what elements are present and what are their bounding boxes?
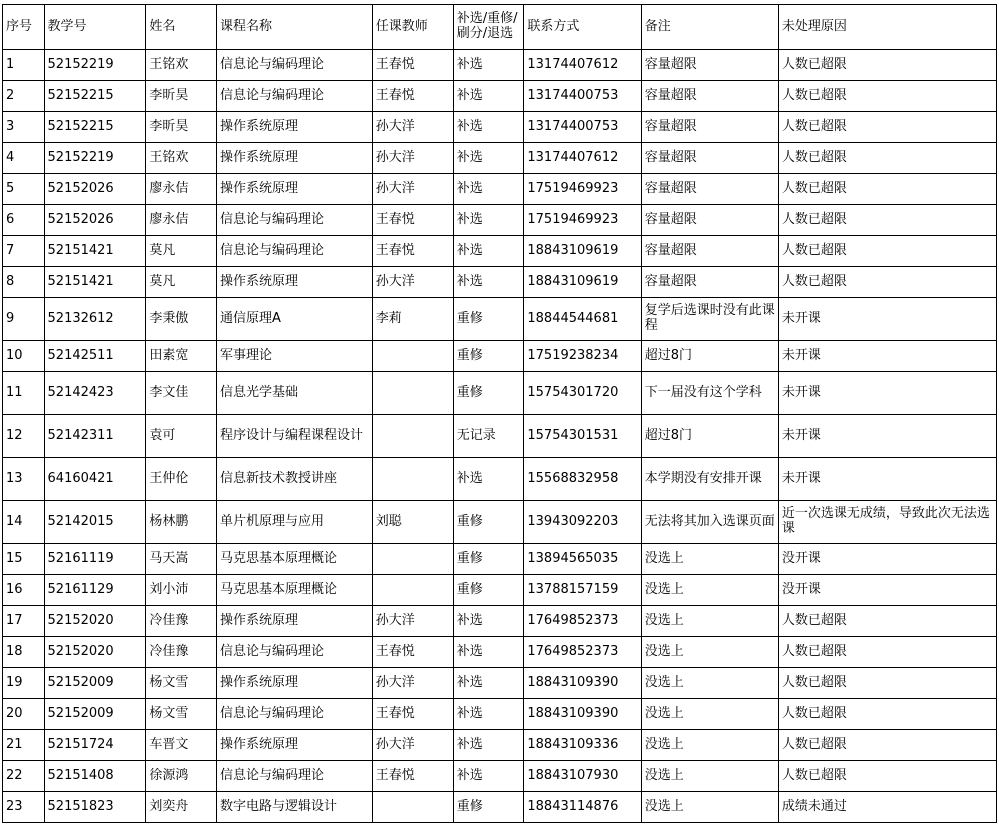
cell-course: 信息论与编码理论 xyxy=(216,699,372,730)
cell-contact: 17519238234 xyxy=(524,341,641,372)
cell-student-id: 52152009 xyxy=(44,699,146,730)
cell-name: 刘小沛 xyxy=(146,575,217,606)
cell-remark: 本学期没有安排开课 xyxy=(641,458,778,501)
cell-index: 3 xyxy=(3,112,45,143)
cell-student-id: 52152215 xyxy=(44,112,146,143)
column-header-type: 补选/重修/刷分/退选 xyxy=(453,5,524,50)
cell-student-id: 52151421 xyxy=(44,236,146,267)
cell-course: 信息论与编码理论 xyxy=(216,236,372,267)
cell-teacher: 孙大洋 xyxy=(372,143,453,174)
cell-type: 补选 xyxy=(453,174,524,205)
cell-student-id: 52152009 xyxy=(44,668,146,699)
cell-student-id: 52152026 xyxy=(44,205,146,236)
cell-index: 15 xyxy=(3,544,45,575)
table-row xyxy=(3,606,997,637)
cell-remark: 容量超限 xyxy=(641,174,778,205)
cell-index: 8 xyxy=(3,267,45,298)
column-header-teacher: 任课教师 xyxy=(372,5,453,50)
cell-index: 10 xyxy=(3,341,45,372)
cell-name: 刘奕舟 xyxy=(146,792,217,823)
cell-course: 信息论与编码理论 xyxy=(216,761,372,792)
cell-index: 22 xyxy=(3,761,45,792)
cell-teacher xyxy=(372,372,453,415)
cell-student-id: 52151408 xyxy=(44,761,146,792)
cell-type: 补选 xyxy=(453,81,524,112)
cell-name: 马天嵩 xyxy=(146,544,217,575)
cell-reason: 人数已超限 xyxy=(778,112,996,143)
cell-remark: 容量超限 xyxy=(641,81,778,112)
cell-index: 21 xyxy=(3,730,45,761)
cell-contact: 17649852373 xyxy=(524,606,641,637)
cell-teacher xyxy=(372,341,453,372)
cell-student-id: 52152020 xyxy=(44,637,146,668)
cell-course: 信息光学基础 xyxy=(216,372,372,415)
cell-teacher: 王春悦 xyxy=(372,236,453,267)
cell-student-id: 52142015 xyxy=(44,501,146,544)
table-body xyxy=(3,50,997,823)
cell-index: 9 xyxy=(3,298,45,341)
cell-name: 田素宽 xyxy=(146,341,217,372)
table-row xyxy=(3,174,997,205)
table-row xyxy=(3,267,997,298)
cell-teacher: 王春悦 xyxy=(372,761,453,792)
cell-course: 操作系统原理 xyxy=(216,668,372,699)
cell-course: 操作系统原理 xyxy=(216,267,372,298)
cell-reason: 人数已超限 xyxy=(778,50,996,81)
table-row xyxy=(3,112,997,143)
cell-remark: 超过8门 xyxy=(641,341,778,372)
cell-remark: 容量超限 xyxy=(641,143,778,174)
cell-teacher xyxy=(372,544,453,575)
table-row xyxy=(3,575,997,606)
cell-student-id: 52152219 xyxy=(44,50,146,81)
cell-index: 23 xyxy=(3,792,45,823)
cell-reason: 人数已超限 xyxy=(778,637,996,668)
cell-student-id: 52152219 xyxy=(44,143,146,174)
cell-name: 冷佳豫 xyxy=(146,606,217,637)
cell-type: 补选 xyxy=(453,761,524,792)
cell-contact: 13174407612 xyxy=(524,50,641,81)
cell-remark: 没选上 xyxy=(641,668,778,699)
cell-index: 20 xyxy=(3,699,45,730)
cell-name: 车晋文 xyxy=(146,730,217,761)
cell-student-id: 52152026 xyxy=(44,174,146,205)
cell-contact: 17519469923 xyxy=(524,174,641,205)
cell-contact: 13894565035 xyxy=(524,544,641,575)
cell-index: 2 xyxy=(3,81,45,112)
cell-contact: 18843109619 xyxy=(524,236,641,267)
cell-type: 重修 xyxy=(453,544,524,575)
column-header-name: 姓名 xyxy=(146,5,217,50)
cell-course: 操作系统原理 xyxy=(216,730,372,761)
cell-index: 13 xyxy=(3,458,45,501)
cell-name: 莫凡 xyxy=(146,236,217,267)
cell-name: 王仲伦 xyxy=(146,458,217,501)
cell-student-id: 52152020 xyxy=(44,606,146,637)
cell-remark: 没选上 xyxy=(641,761,778,792)
cell-remark: 容量超限 xyxy=(641,267,778,298)
cell-name: 冷佳豫 xyxy=(146,637,217,668)
cell-teacher xyxy=(372,575,453,606)
table-row xyxy=(3,761,997,792)
column-header-reason: 未处理原因 xyxy=(778,5,996,50)
cell-reason: 人数已超限 xyxy=(778,267,996,298)
cell-contact: 15754301720 xyxy=(524,372,641,415)
cell-type: 重修 xyxy=(453,575,524,606)
cell-teacher: 王春悦 xyxy=(372,637,453,668)
cell-course: 马克思基本原理概论 xyxy=(216,575,372,606)
cell-index: 12 xyxy=(3,415,45,458)
cell-reason: 未开课 xyxy=(778,298,996,341)
cell-teacher: 孙大洋 xyxy=(372,174,453,205)
table-row xyxy=(3,205,997,236)
unprocessed-course-requests-table xyxy=(2,4,997,823)
cell-type: 补选 xyxy=(453,637,524,668)
cell-contact: 18843109619 xyxy=(524,267,641,298)
cell-student-id: 52151724 xyxy=(44,730,146,761)
cell-reason: 未开课 xyxy=(778,415,996,458)
cell-type: 重修 xyxy=(453,792,524,823)
cell-name: 杨林鹏 xyxy=(146,501,217,544)
cell-remark: 没选上 xyxy=(641,575,778,606)
column-header-course: 课程名称 xyxy=(216,5,372,50)
cell-index: 1 xyxy=(3,50,45,81)
cell-remark: 容量超限 xyxy=(641,236,778,267)
cell-type: 重修 xyxy=(453,501,524,544)
cell-type: 补选 xyxy=(453,458,524,501)
cell-course: 数字电路与逻辑设计 xyxy=(216,792,372,823)
cell-contact: 13174400753 xyxy=(524,81,641,112)
table-row xyxy=(3,50,997,81)
cell-type: 重修 xyxy=(453,341,524,372)
cell-course: 信息论与编码理论 xyxy=(216,50,372,81)
table-header-row xyxy=(3,5,997,50)
table-row xyxy=(3,236,997,267)
cell-remark: 容量超限 xyxy=(641,50,778,81)
cell-name: 李昕昊 xyxy=(146,81,217,112)
cell-contact: 18844544681 xyxy=(524,298,641,341)
cell-contact: 13174400753 xyxy=(524,112,641,143)
cell-course: 操作系统原理 xyxy=(216,174,372,205)
cell-remark: 没选上 xyxy=(641,637,778,668)
cell-teacher: 王春悦 xyxy=(372,699,453,730)
cell-teacher xyxy=(372,792,453,823)
column-header-contact: 联系方式 xyxy=(524,5,641,50)
cell-teacher xyxy=(372,458,453,501)
cell-type: 补选 xyxy=(453,143,524,174)
cell-name: 廖永佶 xyxy=(146,174,217,205)
cell-contact: 13943092203 xyxy=(524,501,641,544)
cell-index: 17 xyxy=(3,606,45,637)
cell-remark: 超过8门 xyxy=(641,415,778,458)
cell-type: 补选 xyxy=(453,267,524,298)
table-row xyxy=(3,637,997,668)
table-row xyxy=(3,415,997,458)
column-header-student-id: 教学号 xyxy=(44,5,146,50)
cell-remark: 没选上 xyxy=(641,699,778,730)
cell-student-id: 52151823 xyxy=(44,792,146,823)
cell-type: 无记录 xyxy=(453,415,524,458)
cell-index: 7 xyxy=(3,236,45,267)
cell-reason: 成绩未通过 xyxy=(778,792,996,823)
cell-index: 6 xyxy=(3,205,45,236)
cell-reason: 人数已超限 xyxy=(778,730,996,761)
cell-teacher: 王春悦 xyxy=(372,50,453,81)
cell-teacher: 孙大洋 xyxy=(372,730,453,761)
cell-teacher: 孙大洋 xyxy=(372,267,453,298)
table-row xyxy=(3,372,997,415)
cell-type: 补选 xyxy=(453,606,524,637)
cell-type: 补选 xyxy=(453,205,524,236)
cell-contact: 18843109336 xyxy=(524,730,641,761)
cell-type: 补选 xyxy=(453,668,524,699)
cell-type: 重修 xyxy=(453,372,524,415)
table-row xyxy=(3,730,997,761)
cell-reason: 未开课 xyxy=(778,372,996,415)
cell-student-id: 52161129 xyxy=(44,575,146,606)
cell-index: 11 xyxy=(3,372,45,415)
cell-remark: 下一届没有这个学科 xyxy=(641,372,778,415)
cell-type: 补选 xyxy=(453,236,524,267)
cell-name: 李昕昊 xyxy=(146,112,217,143)
cell-student-id: 52142423 xyxy=(44,372,146,415)
table-row xyxy=(3,341,997,372)
cell-course: 信息论与编码理论 xyxy=(216,637,372,668)
cell-remark: 容量超限 xyxy=(641,205,778,236)
column-header-index: 序号 xyxy=(3,5,45,50)
cell-teacher: 王春悦 xyxy=(372,205,453,236)
cell-contact: 15754301531 xyxy=(524,415,641,458)
cell-student-id: 52161119 xyxy=(44,544,146,575)
cell-reason: 人数已超限 xyxy=(778,236,996,267)
table-header xyxy=(3,5,997,50)
cell-student-id: 52151421 xyxy=(44,267,146,298)
table-row xyxy=(3,792,997,823)
cell-course: 马克思基本原理概论 xyxy=(216,544,372,575)
cell-name: 徐源鸿 xyxy=(146,761,217,792)
cell-remark: 没选上 xyxy=(641,792,778,823)
table-row xyxy=(3,298,997,341)
table-row xyxy=(3,501,997,544)
cell-reason: 人数已超限 xyxy=(778,699,996,730)
cell-index: 14 xyxy=(3,501,45,544)
cell-teacher: 孙大洋 xyxy=(372,606,453,637)
cell-name: 杨文雪 xyxy=(146,699,217,730)
cell-index: 18 xyxy=(3,637,45,668)
cell-course: 信息论与编码理论 xyxy=(216,81,372,112)
cell-teacher: 孙大洋 xyxy=(372,112,453,143)
cell-remark: 没选上 xyxy=(641,606,778,637)
cell-course: 单片机原理与应用 xyxy=(216,501,372,544)
column-header-remark: 备注 xyxy=(641,5,778,50)
cell-type: 重修 xyxy=(453,298,524,341)
cell-course: 操作系统原理 xyxy=(216,143,372,174)
cell-remark: 没选上 xyxy=(641,544,778,575)
cell-remark: 没选上 xyxy=(641,730,778,761)
cell-type: 补选 xyxy=(453,699,524,730)
cell-type: 补选 xyxy=(453,50,524,81)
cell-reason: 人数已超限 xyxy=(778,668,996,699)
cell-remark: 容量超限 xyxy=(641,112,778,143)
cell-teacher: 王春悦 xyxy=(372,81,453,112)
cell-student-id: 64160421 xyxy=(44,458,146,501)
cell-reason: 人数已超限 xyxy=(778,174,996,205)
cell-reason: 没开课 xyxy=(778,575,996,606)
cell-contact: 17649852373 xyxy=(524,637,641,668)
cell-index: 5 xyxy=(3,174,45,205)
cell-contact: 18843109390 xyxy=(524,668,641,699)
cell-reason: 未开课 xyxy=(778,341,996,372)
cell-course: 军事理论 xyxy=(216,341,372,372)
cell-contact: 13174407612 xyxy=(524,143,641,174)
cell-type: 补选 xyxy=(453,112,524,143)
cell-reason: 未开课 xyxy=(778,458,996,501)
cell-name: 莫凡 xyxy=(146,267,217,298)
table-row xyxy=(3,668,997,699)
cell-contact: 13788157159 xyxy=(524,575,641,606)
cell-course: 通信原理A xyxy=(216,298,372,341)
cell-index: 19 xyxy=(3,668,45,699)
cell-student-id: 52132612 xyxy=(44,298,146,341)
cell-teacher: 孙大洋 xyxy=(372,668,453,699)
cell-teacher: 李莉 xyxy=(372,298,453,341)
cell-course: 操作系统原理 xyxy=(216,606,372,637)
cell-name: 李秉傲 xyxy=(146,298,217,341)
cell-remark: 无法将其加入选课页面 xyxy=(641,501,778,544)
table-row xyxy=(3,143,997,174)
cell-reason: 人数已超限 xyxy=(778,143,996,174)
cell-contact: 18843107930 xyxy=(524,761,641,792)
cell-index: 16 xyxy=(3,575,45,606)
cell-reason: 近一次选课无成绩，导致此次无法选课 xyxy=(778,501,996,544)
table-row xyxy=(3,458,997,501)
table-row xyxy=(3,81,997,112)
cell-reason: 人数已超限 xyxy=(778,205,996,236)
cell-contact: 15568832958 xyxy=(524,458,641,501)
cell-teacher xyxy=(372,415,453,458)
cell-reason: 人数已超限 xyxy=(778,761,996,792)
cell-name: 袁可 xyxy=(146,415,217,458)
cell-contact: 18843109390 xyxy=(524,699,641,730)
cell-name: 廖永佶 xyxy=(146,205,217,236)
table-row xyxy=(3,699,997,730)
cell-reason: 没开课 xyxy=(778,544,996,575)
cell-reason: 人数已超限 xyxy=(778,606,996,637)
cell-remark: 复学后选课时没有此课程 xyxy=(641,298,778,341)
cell-contact: 18843114876 xyxy=(524,792,641,823)
cell-reason: 人数已超限 xyxy=(778,81,996,112)
cell-name: 王铭欢 xyxy=(146,50,217,81)
cell-type: 补选 xyxy=(453,730,524,761)
cell-course: 信息新技术教授讲座 xyxy=(216,458,372,501)
cell-index: 4 xyxy=(3,143,45,174)
cell-course: 操作系统原理 xyxy=(216,112,372,143)
cell-course: 程序设计与编程课程设计 xyxy=(216,415,372,458)
cell-course: 信息论与编码理论 xyxy=(216,205,372,236)
cell-contact: 17519469923 xyxy=(524,205,641,236)
cell-student-id: 52142311 xyxy=(44,415,146,458)
cell-student-id: 52142511 xyxy=(44,341,146,372)
cell-name: 李文佳 xyxy=(146,372,217,415)
cell-teacher: 刘聪 xyxy=(372,501,453,544)
cell-name: 王铭欢 xyxy=(146,143,217,174)
cell-name: 杨文雪 xyxy=(146,668,217,699)
table-row xyxy=(3,544,997,575)
cell-student-id: 52152215 xyxy=(44,81,146,112)
